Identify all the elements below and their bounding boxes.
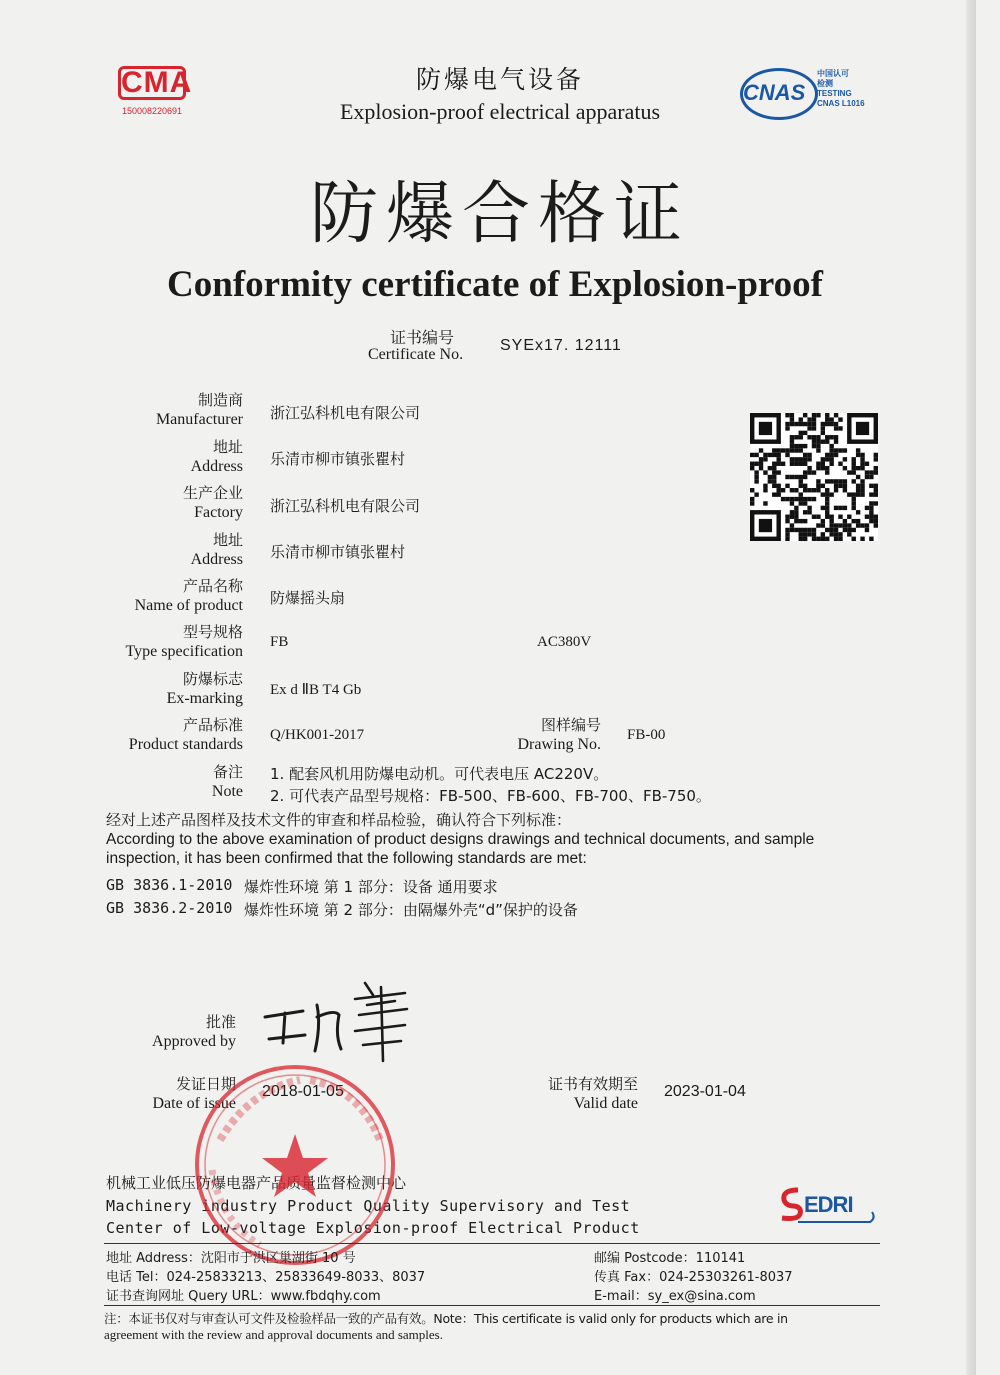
factory-label (183, 484, 243, 523)
drawing-label-cn: 图样编号 (540, 716, 601, 734)
issue-label-en: Date of issue (152, 1095, 236, 1112)
note-line-1: 1. 配套风机用防爆电动机。可代表电压 AC220V。 (270, 765, 609, 783)
title-en: Conformity certificate of Explosion-proof (167, 264, 823, 305)
standards-label-en: Product standards (128, 736, 243, 753)
type-label (126, 623, 244, 662)
issuer-en-1: Machinery industry Product Quality Supervisory and Test (106, 1197, 631, 1215)
exmark-value: Ex d ⅡB T4 Gb (270, 682, 362, 698)
approved-label-en: Approved by (152, 1033, 236, 1050)
official-seal (190, 1060, 400, 1270)
contact-tel: 电话 Tel：024-25833213、25833649-8033、8037 (106, 1270, 426, 1285)
issuer-en-2: Center of Low-voltage Explosion-proof Electrical Product (106, 1219, 640, 1237)
manufacturer-label-en: Manufacturer (155, 411, 243, 428)
valid-label-en: Valid date (573, 1095, 638, 1112)
contact-email: E-mail：sy_ex@sina.com (594, 1289, 756, 1304)
address2-label-en: Address (190, 551, 243, 568)
statement-en-1: According to the above examination of product designs drawings and technical documents, and sample (106, 831, 815, 848)
standards-value: Q/HK001-2017 (270, 727, 365, 743)
statement-en-2: inspection, it has been confirmed that the following standards are met: (106, 850, 587, 867)
product-label (135, 577, 243, 616)
cnas-line-3: TESTING (817, 89, 852, 98)
address2-value: 乐清市柳市镇张瞿村 (270, 543, 406, 561)
note-label-cn: 备注 (212, 763, 243, 781)
address1-label-en: Address (190, 458, 243, 475)
manufacturer-label-cn: 制造商 (197, 391, 243, 409)
title-cn: 防爆合格证 (309, 175, 690, 254)
product-label-en: Name of product (134, 597, 243, 614)
standards-label (129, 716, 243, 755)
divider-bottom (104, 1305, 880, 1306)
footnote-line-2: agreement with the review and approval documents and samples. (104, 1327, 443, 1342)
address1-label-cn: 地址 (212, 438, 243, 456)
contact-url: 证书查询网址 Query URL：www.fbdqhy.com (106, 1289, 381, 1304)
qr-code (750, 412, 878, 542)
voltage-value: AC380V (537, 634, 592, 650)
cnas-line-1: 中国认可 (817, 69, 849, 78)
note-label (212, 763, 243, 802)
cma-logo-text: CMA (118, 66, 186, 100)
type-value: FB (270, 634, 289, 650)
issue-label-cn: 发证日期 (175, 1075, 236, 1093)
valid-label (510, 1074, 638, 1114)
address1-value: 乐清市柳市镇张瞿村 (270, 450, 406, 468)
contact-postcode: 邮编 Postcode：110141 (594, 1251, 746, 1266)
exmark-label-en: Ex-marking (166, 690, 243, 707)
exmark-label (167, 670, 243, 709)
address1-label (191, 438, 243, 477)
header-en: Explosion-proof electrical apparatus (339, 99, 661, 124)
drawing-label-en: Drawing No. (517, 736, 601, 753)
note-line-2: 2. 可代表产品型号规格：FB-500、FB-600、FB-700、FB-750。 (270, 787, 711, 805)
sedri-text: EDRI (804, 1192, 853, 1217)
valid-label-cn: 证书有效期至 (547, 1075, 638, 1093)
statement-cn: 经对上述产品图样及技术文件的审查和样品检验，确认符合下列标准： (106, 811, 572, 829)
manufacturer-value: 浙江弘科机电有限公司 (270, 404, 421, 422)
issue-date: 2018-01-05 (262, 1083, 344, 1100)
product-label-cn: 产品名称 (182, 577, 243, 595)
footnote-line-1: 注：本证书仅对与审查认可文件及检验样品一致的产品有效。Note：This certificate is valid only for products which are in (104, 1311, 788, 1326)
exmark-label-cn: 防爆标志 (182, 670, 243, 688)
valid-date: 2023-01-04 (664, 1083, 746, 1100)
standards-label-cn: 产品标准 (182, 716, 243, 734)
cnas-mark: CNAS (743, 80, 806, 105)
cert-label-cn: 证书编号 (390, 328, 455, 347)
divider-top (104, 1243, 880, 1244)
product-value: 防爆摇头扇 (270, 589, 346, 607)
issuer-cn: 机械工业低压防爆电器产品质量监督检测中心 (106, 1174, 407, 1192)
standard-code-1: GB 3836.1-2010 (106, 876, 233, 894)
drawing-label (507, 716, 601, 755)
factory-label-cn: 生产企业 (182, 484, 243, 502)
cnas-line-2: 检测 (817, 79, 833, 88)
contact-address: 地址 Address：沈阳市于洪区巢湖街 10 号 (106, 1251, 356, 1266)
address2-label (191, 531, 243, 570)
standard-name-2: 爆炸性环境 第 2 部分：由隔爆外壳“d”保护的设备 (244, 901, 578, 919)
cma-number: 150008220691 (121, 106, 183, 116)
note-label-en: Note (211, 783, 243, 800)
address2-label-cn: 地址 (212, 531, 243, 549)
cert-label-en: Certificate No. (368, 346, 464, 363)
approved-label-cn: 批准 (205, 1013, 236, 1031)
standard-code-2: GB 3836.2-2010 (106, 899, 233, 917)
factory-label-en: Factory (194, 504, 243, 521)
drawing-value: FB-00 (627, 727, 666, 743)
signature (255, 965, 425, 1065)
contact-fax: 传真 Fax：024-25303261-8037 (594, 1270, 793, 1285)
header-cn: 防爆电气设备 (415, 65, 584, 94)
approved-label (120, 1012, 236, 1052)
manufacturer-label (156, 391, 243, 430)
type-label-en: Type specification (125, 643, 243, 660)
factory-value: 浙江弘科机电有限公司 (270, 497, 421, 515)
type-label-cn: 型号规格 (182, 623, 243, 641)
sedri-logo (778, 1182, 878, 1224)
certificate-number: SYEx17. 12111 (500, 337, 622, 354)
standard-name-1: 爆炸性环境 第 1 部分：设备 通用要求 (244, 878, 498, 896)
cnas-line-4: CNAS L1016 (817, 99, 865, 108)
